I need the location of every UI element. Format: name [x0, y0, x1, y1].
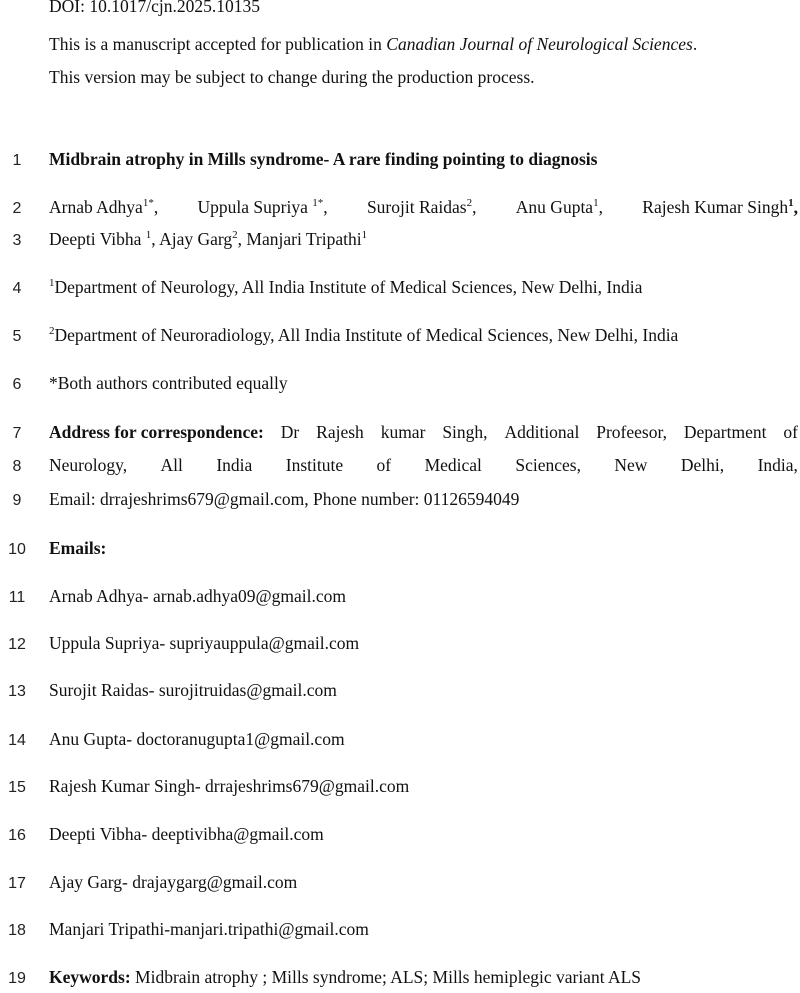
publication-note-prefix: This is a manuscript accepted for publication in: [49, 34, 387, 54]
line-14: [0, 729, 800, 755]
publication-note: [49, 34, 697, 55]
email-entry: Uppula Supriya- supriyauppula@gmail.com: [49, 633, 360, 653]
keywords-text: Midbrain atrophy ; Mills syndrome; ALS; Mills hemiplegic variant ALS: [130, 967, 642, 987]
line-number: 10: [8, 541, 26, 558]
author-list-line1: [49, 197, 798, 218]
equal-contribution-note: *Both authors contributed equally: [49, 373, 288, 393]
line-number: 12: [8, 636, 26, 653]
line-number: 17: [8, 875, 26, 892]
author: Rajesh Kumar Singh$^1$,: [642, 197, 798, 217]
email-entry: Arnab Adhya- arnab.adhya09@gmail.com: [49, 586, 346, 606]
correspondence-contact: Email: drrajeshrims679@gmail.com, Phone number: 01126594049: [49, 489, 520, 509]
paper-title: Midbrain atrophy in Mills syndrome- A rare finding pointing to diagnosis: [49, 149, 598, 169]
line-number: 18: [8, 922, 26, 939]
line-11: [0, 586, 800, 612]
author-list-line2: Deepti Vibha $^1$, Ajay Garg$^2$, Manjari Tripathi$^1$: [49, 229, 368, 249]
line-number: 15: [8, 779, 26, 796]
line-2: [0, 197, 800, 223]
production-note: This version may be subject to change during the production process.: [49, 67, 535, 87]
line-number: 9: [12, 492, 22, 509]
keywords-label: Keywords:: [49, 967, 131, 987]
line-4: [0, 277, 800, 303]
email-entry: Manjari Tripathi-manjari.tripathi@gmail.com: [49, 919, 369, 939]
line-18: [0, 919, 800, 945]
line-number: 8: [12, 458, 22, 475]
journal-name: Canadian Journal of Neurological Sciences: [386, 34, 693, 54]
email-entry: Deepti Vibha- deeptivibha@gmail.com: [49, 824, 324, 844]
line-number: 16: [8, 827, 26, 844]
line-15: [0, 776, 800, 802]
line-7: [0, 422, 800, 448]
correspondence-line2: Neurology, All India Institute of Medical Sciences, New Delhi, India,: [49, 455, 798, 475]
affiliation-2: $^2$Department of Neuroradiology, All India Institute of Medical Sciences, New Delhi, India: [49, 325, 679, 345]
correspondence-label: Address for correspondence:: [49, 422, 264, 442]
line-16: [0, 824, 800, 850]
line-9: [0, 489, 800, 515]
emails-heading: Emails:: [49, 538, 107, 558]
keywords: [49, 967, 798, 988]
correspondence-line1: Address for correspondence: Dr Rajesh kumar Singh, Additional Profeesor, Department of: [49, 422, 798, 442]
email-entry: Rajesh Kumar Singh- drrajeshrims679@gmail.com: [49, 776, 410, 796]
line-6: [0, 373, 800, 399]
line-17: [0, 872, 800, 898]
line-3: [0, 229, 800, 255]
line-number: 7: [12, 425, 22, 442]
line-number: 1: [12, 152, 22, 169]
line-12: [0, 633, 800, 659]
line-5: [0, 325, 800, 351]
line-number: 13: [8, 683, 26, 700]
publication-note-suffix: .: [692, 34, 698, 54]
author: Uppula Supriya $^{1*}$,: [197, 197, 328, 217]
author: Surojit Raidas$^2$,: [366, 197, 477, 217]
line-19: [0, 967, 800, 993]
author: Anu Gupta$^1$,: [515, 197, 603, 217]
line-number: 5: [12, 328, 22, 345]
line-number: 2: [12, 200, 22, 217]
line-number: 4: [12, 280, 22, 297]
line-10: [0, 538, 800, 564]
author: Arnab Adhya$^{1*}$,: [49, 197, 159, 217]
line-number: 19: [8, 970, 26, 987]
affiliation-1: $^1$Department of Neurology, All India Institute of Medical Sciences, New Delhi, India: [49, 277, 643, 297]
line-8: [0, 455, 800, 481]
line-number: 6: [12, 376, 22, 393]
line-1: [0, 149, 800, 175]
doi-line: DOI: 10.1017/cjn.2025.10135: [49, 0, 260, 16]
email-entry: Ajay Garg- drajaygarg@gmail.com: [49, 872, 298, 892]
line-13: [0, 680, 800, 706]
line-number: 3: [12, 232, 22, 249]
email-entry: Surojit Raidas- surojitruidas@gmail.com: [49, 680, 337, 700]
line-number: 11: [8, 589, 26, 606]
email-entry: Anu Gupta- doctoranugupta1@gmail.com: [49, 729, 345, 749]
line-number: 14: [8, 732, 26, 749]
